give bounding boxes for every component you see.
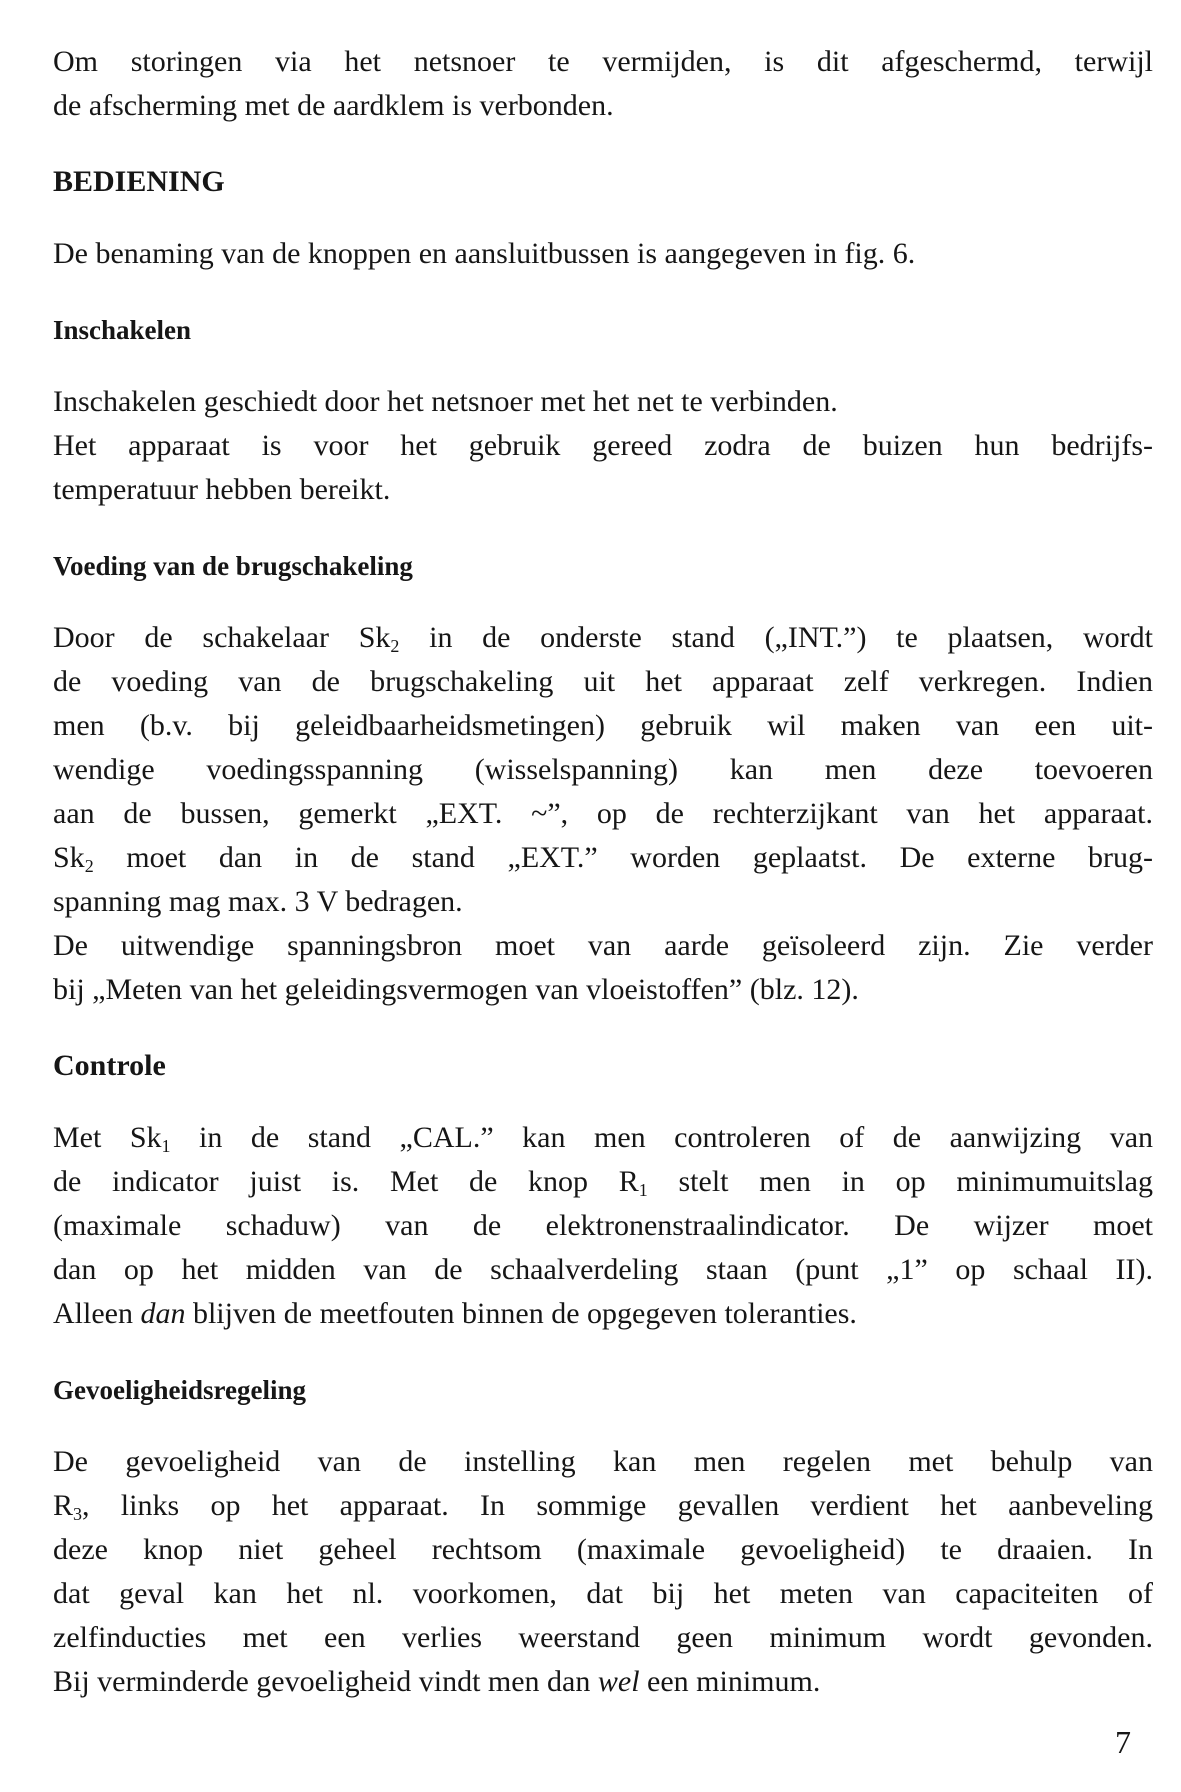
heading-inschakelen: Inschakelen [53,315,192,345]
inschakelen-line-2: Het apparaat is voor het gebruik gereed zodra de buizen hun bedrijfs- [53,429,1153,462]
bediening-line-1: De benaming van de knoppen en aansluitbussen is aangegeven in fig. 6. [53,237,916,270]
voeding-line-2: de voeding van de brugschakeling uit het apparaat zelf verkregen. Indien [53,665,1153,698]
page-number: 7 [1115,1724,1131,1760]
voeding-line-7: spanning mag max. 3 V bedragen. [53,885,463,918]
gevoeligheid-line-5: zelfinducties met een verlies weerstand geen minimum wordt gevonden. [53,1621,1153,1654]
inschakelen-paragraph [53,380,1153,512]
heading-voeding: Voeding van de brugschakeling [53,551,413,581]
gevoeligheid-line-6: Bij verminderde gevoeligheid vindt men dan wel een minimum. [53,1665,821,1698]
document-page [53,40,1153,1704]
gevoeligheid-line-2: $R_3$, links op het apparaat. In sommige gevallen verdient het aanbeveling [53,1489,1153,1524]
heading-bediening: BEDIENING [53,165,225,198]
voeding-line-8: De uitwendige spanningsbron moet van aarde geïsoleerd zijn. Zie verder [53,929,1153,962]
gevoeligheid-line-3: deze knop niet geheel rechtsom (maximale gevoeligheid) te draaien. In [53,1533,1153,1566]
gevoeligheid-paragraph [53,1440,1153,1704]
voeding-line-4: wendige voedingsspanning (wisselspanning) kan men deze toevoeren [53,753,1153,786]
intro-line-1: Om storingen via het netsnoer te vermijden, is dit afgeschermd, terwijl [53,45,1153,78]
inschakelen-line-1: Inschakelen geschiedt door het netsnoer met het net te verbinden. [53,385,838,418]
heading-controle: Controle [53,1049,166,1082]
controle-paragraph [53,1116,1153,1336]
controle-line-3: (maximale schaduw) van de elektronenstraalindicator. De wijzer moet [53,1209,1153,1242]
voeding-line-3: men (b.v. bij geleidbaarheidsmetingen) gebruik wil maken van een uit- [53,709,1153,742]
heading-gevoeligheid: Gevoeligheidsregeling [53,1375,306,1405]
voeding-line-6: $Sk_2$ moet dan in de stand „EXT.” worden geplaatst. De externe brug- [53,841,1153,876]
emphasis-dan: dan [140,1297,186,1330]
voeding-paragraph [53,616,1153,1012]
bediening-paragraph [53,232,1153,276]
emphasis-wel: wel [597,1665,640,1698]
voeding-line-9: bij „Meten van het geleidingsvermogen van vloeistoffen” (blz. 12). [53,973,859,1006]
intro-line-2: de afscherming met de aardklem is verbonden. [53,89,614,122]
controle-line-4: dan op het midden van de schaalverdeling staan (punt „1” op schaal II). [53,1253,1153,1286]
gevoeligheid-line-1: De gevoeligheid van de instelling kan men regelen met behulp van [53,1445,1153,1478]
intro-paragraph [53,40,1153,128]
voeding-line-1: Door de schakelaar $Sk_2$ in de onderste stand („INT.”) te plaatsen, wordt [53,621,1154,656]
inschakelen-line-3: temperatuur hebben bereikt. [53,473,391,506]
controle-line-2: de indicator juist is. Met de knop $R_1$ stelt men in op minimumuitslag [53,1165,1153,1200]
controle-line-5: Alleen dan blijven de meetfouten binnen de opgegeven toleranties. [53,1297,857,1330]
controle-line-1: Met $Sk_1$ in de stand „CAL.” kan men controleren of de aanwijzing van [53,1121,1154,1156]
gevoeligheid-line-4: dat geval kan het nl. voorkomen, dat bij het meten van capaciteiten of [53,1577,1153,1610]
voeding-line-5: aan de bussen, gemerkt „EXT. ~”, op de rechterzijkant van het apparaat. [53,797,1153,830]
